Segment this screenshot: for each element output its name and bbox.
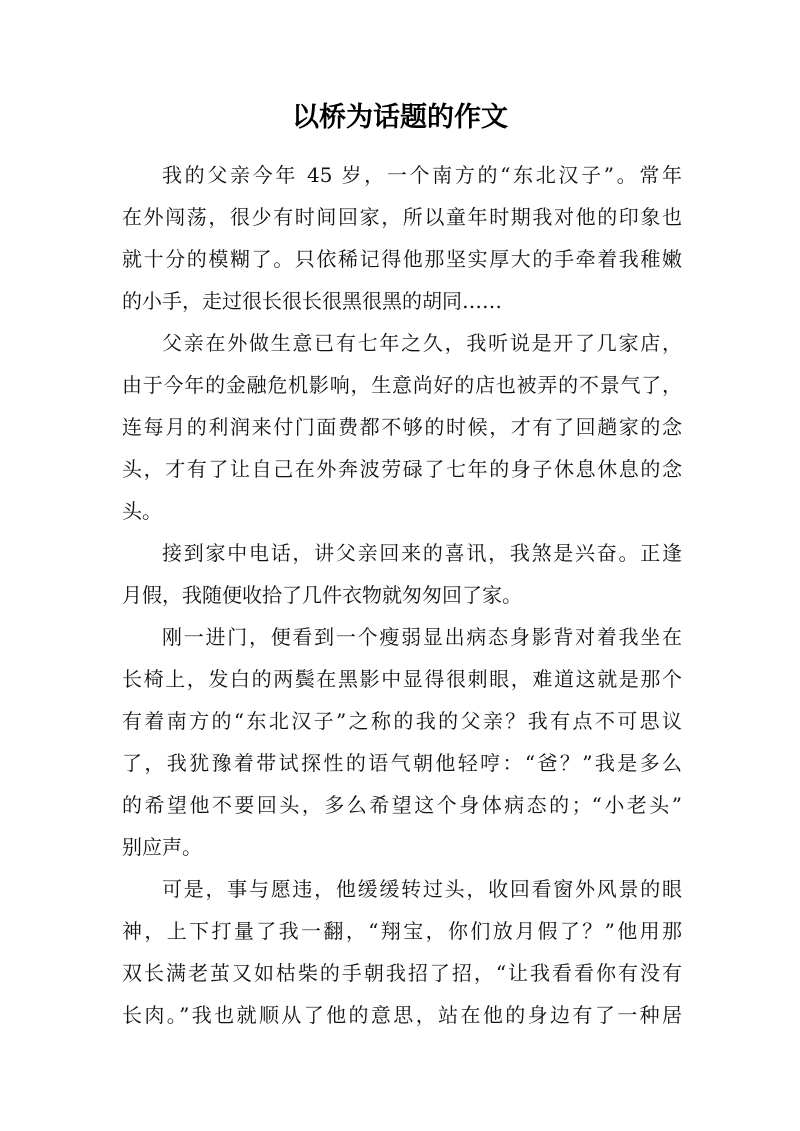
paragraph-4-line-2: 长椅上，发白的两鬓在黑影中显得很刺眼，难道这就是那个 bbox=[122, 667, 682, 691]
paragraph-4-line-3: 有着南方的“东北汉子”之称的我的父亲？我有点不可思议 bbox=[122, 709, 682, 733]
paragraph-5-line-2: 神，上下打量了我一翻，“翔宝，你们放月假了？”他用那 bbox=[122, 919, 682, 943]
paragraph-2-line-1: 父亲在外做生意已有七年之久，我听说是开了几家店， bbox=[162, 331, 682, 355]
paragraph-1-line-2: 在外闯荡，很少有时间回家，所以童年时期我对他的印象也 bbox=[122, 205, 682, 229]
paragraph-4-line-5: 的希望他不要回头，多么希望这个身体病态的；“小老头” bbox=[122, 793, 682, 817]
paragraph-4-line-1: 刚一进门，便看到一个瘦弱显出病态身影背对着我坐在 bbox=[162, 625, 682, 649]
paragraph-2-line-3: 连每月的利润来付门面费都不够的时候，才有了回趟家的念 bbox=[122, 415, 682, 439]
paragraph-2-line-4: 头，才有了让自己在外奔波劳碌了七年的身子休息休息的念 bbox=[122, 457, 682, 481]
paragraph-1-line-4: 的小手，走过很长很长很黑很黑的胡同…… bbox=[122, 289, 502, 313]
paragraph-2-line-2: 由于今年的金融危机影响，生意尚好的店也被弄的不景气了， bbox=[122, 373, 682, 397]
paragraph-1-line-3: 就十分的模糊了。只依稀记得他那坚实厚大的手牵着我稚嫩 bbox=[122, 247, 682, 271]
paragraph-5-line-3: 双长满老茧又如枯柴的手朝我招了招，“让我看看你有没有 bbox=[122, 961, 682, 985]
paragraph-1-line-1: 我的父亲今年 45 岁，一个南方的“东北汉子”。常年 bbox=[162, 163, 682, 187]
paragraph-3-line-2: 月假，我随便收拾了几件衣物就匆匆回了家。 bbox=[122, 583, 522, 607]
document-title: 以桥为话题的作文 bbox=[292, 102, 508, 133]
paragraph-5-line-1: 可是，事与愿违，他缓缓转过头，收回看窗外风景的眼 bbox=[162, 877, 682, 901]
paragraph-3-line-1: 接到家中电话，讲父亲回来的喜讯，我煞是兴奋。正逢 bbox=[162, 541, 682, 565]
paragraph-2-line-5: 头。 bbox=[122, 499, 162, 523]
paragraph-4-line-4: 了，我犹豫着带试探性的语气朝他轻哼：“爸？”我是多么 bbox=[122, 751, 682, 775]
paragraph-5-line-4: 长肉。”我也就顺从了他的意思，站在他的身边有了一种居 bbox=[122, 1003, 682, 1027]
paragraph-4-line-6: 别应声。 bbox=[122, 835, 202, 859]
